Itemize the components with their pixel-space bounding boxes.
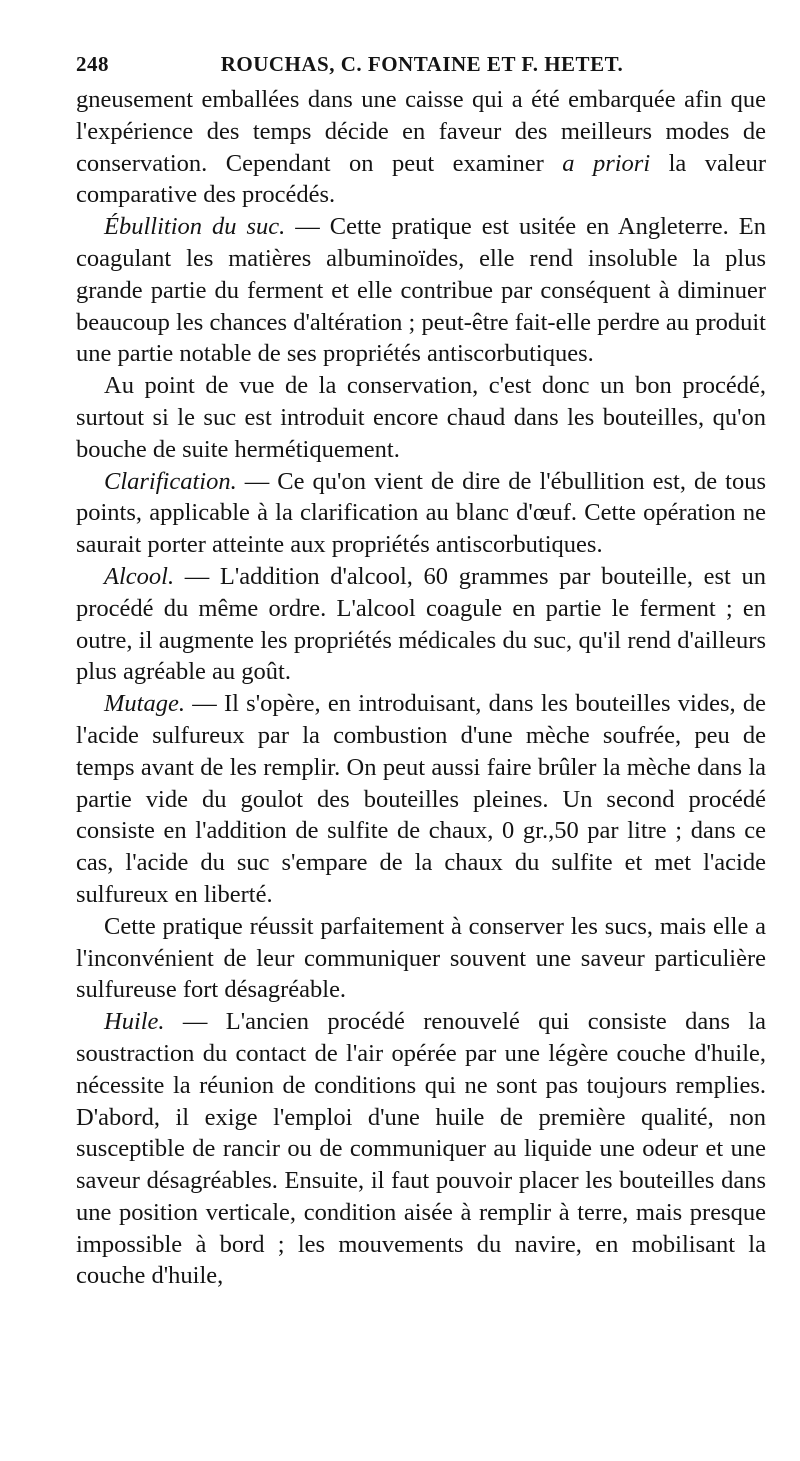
section-title-huile: Huile. bbox=[104, 1008, 165, 1036]
italic-phrase: a priori bbox=[562, 149, 651, 177]
paragraph-text: — L'ancien procédé renouvelé qui consiste dans la soustraction du contact de l'air opérée par une légère couche d'huile, nécessite la réunion de conditions qui ne sont pas toujours remplies. D'abord, il exige l'emploi d'une huile de première qualité, non susceptible de rancir ou de communiquer au liquide une odeur et une saveur désagréables. Ensuite, il faut pouvoir placer les bouteilles dans une position verticale, condition aisée à remplir à terre, mais presque impossible à bord ; les mouvements du navire, en mobilisant la couche d'huile, bbox=[76, 1008, 766, 1290]
running-title: ROUCHAS, C. FONTAINE ET F. HETET. bbox=[220, 52, 624, 76]
paragraph-pratique bbox=[76, 911, 766, 1006]
running-header bbox=[76, 52, 766, 84]
paragraph-continuation bbox=[76, 84, 766, 211]
paragraph-ebullition bbox=[76, 211, 766, 370]
paragraph-text: Cette pratique réussit parfaitement à conserver les sucs, mais elle a l'inconvénient de leur communiquer souvent une saveur particulière sulfureuse fort désagréable. bbox=[76, 912, 766, 1004]
paragraph-text: — L'addition d'alcool, 60 grammes par bouteille, est un procédé du même ordre. L'alcool coagule en partie le ferment ; en outre, il augmente les propriétés médicales du suc, qu'il rend d'ailleurs plus agréable au goût. bbox=[76, 562, 766, 686]
book-page bbox=[76, 52, 766, 1292]
paragraph-text: la valeur comparative des procédés. bbox=[76, 149, 766, 209]
paragraph-mutage bbox=[76, 688, 766, 911]
paragraph-text: — Ce qu'on vient de dire de l'ébullition est, de tous points, applicable à la clarification au blanc d'œuf. Cette opération ne saurait porter atteinte aux propriétés antiscorbutiques. bbox=[76, 467, 766, 559]
section-title-alcool: Alcool. bbox=[104, 562, 175, 590]
paragraph-conservation bbox=[76, 370, 766, 465]
section-title-mutage: Mutage. bbox=[104, 690, 185, 718]
paragraph-clarification bbox=[76, 466, 766, 561]
body-text bbox=[76, 84, 766, 1292]
paragraph-alcool bbox=[76, 561, 766, 688]
paragraph-huile bbox=[76, 1006, 766, 1292]
page-number: 248 bbox=[76, 52, 109, 76]
paragraph-text: — Il s'opère, en introduisant, dans les bouteilles vides, de l'acide sulfureux par la combustion d'une mèche soufrée, peu de temps avant de les remplir. On peut aussi faire brûler la mèche dans la partie vide du goulot des bouteilles pleines. Un second procédé consiste en l'addition de sulfite de chaux, 0 gr.,50 par litre ; dans ce cas, l'acide du suc s'empare de la chaux du sulfite et met l'acide sulfureux en liberté. bbox=[76, 690, 766, 908]
section-title-clarification: Clarification. bbox=[104, 467, 237, 495]
paragraph-text: — Cette pratique est usitée en Angleterre. En coagulant les matières albuminoïdes, elle rend insoluble la plus grande partie du ferment et elle contribue par conséquent à diminuer beaucoup les chances d'altération ; peut-être fait-elle perdre au produit une partie notable de ses propriétés antiscorbutiques. bbox=[76, 213, 766, 368]
paragraph-text: Au point de vue de la conservation, c'est donc un bon procédé, surtout si le suc est introduit encore chaud dans les bouteilles, qu'on bouche de suite hermétiquement. bbox=[76, 372, 766, 463]
paragraph-text: gneusement emballées dans une caisse qui a été embarquée afin que l'expérience des temps décide en faveur des meilleurs modes de conservation. Cependant on peut examiner bbox=[76, 86, 766, 177]
section-title-ebullition: Ébullition du suc. bbox=[104, 213, 286, 241]
